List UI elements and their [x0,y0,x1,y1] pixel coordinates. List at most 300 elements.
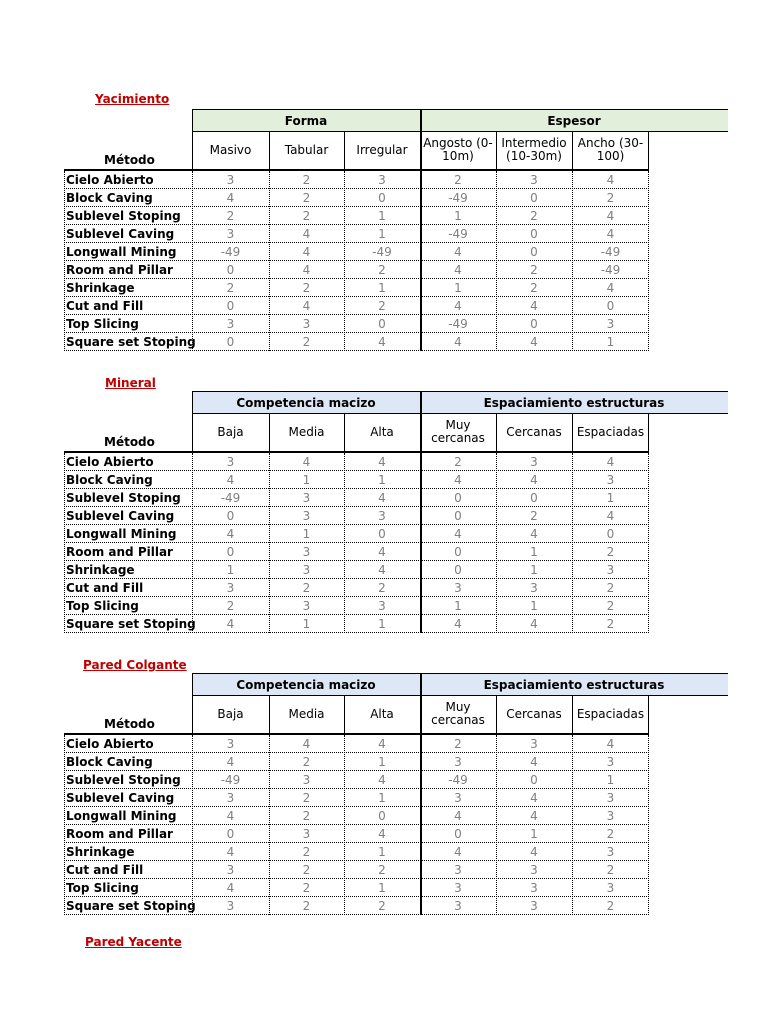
cell-value[interactable]: 2 [302,791,311,805]
cell-value[interactable]: 2 [454,737,462,751]
cell-value[interactable]: -49 [448,773,468,787]
cell-value[interactable]: 4 [530,791,538,805]
cell-value[interactable]: 0 [530,491,538,505]
column-divider [648,453,649,633]
cell-value[interactable]: 2 [302,335,311,349]
cell-value[interactable]: 4 [378,563,386,577]
cell-value[interactable]: 3 [226,455,235,469]
column-header: Espaciadas [576,706,645,721]
column-header: Baja [217,424,244,439]
cell-value[interactable]: 4 [378,773,386,787]
cell-value[interactable]: 0 [454,827,462,841]
cell-value[interactable]: 4 [530,299,538,313]
column-divider [269,453,270,633]
cell-value[interactable]: 3 [226,737,235,751]
cell-value[interactable]: 2 [378,263,386,277]
cell-value[interactable]: 3 [606,755,615,769]
table-row [64,525,649,543]
cell-value[interactable]: 4 [378,455,386,469]
cell-value[interactable]: 4 [530,527,538,541]
column-divider [192,673,193,733]
cell-value[interactable]: 1 [302,473,311,487]
cell-value[interactable]: 2 [302,281,311,295]
column-divider [192,171,193,351]
column-divider [192,109,193,169]
method-name: Sublevel Caving [66,791,175,805]
cell-value[interactable]: 2 [378,863,386,877]
cell-value[interactable]: 3 [302,317,311,331]
column-divider [572,453,573,633]
method-name: Room and Pillar [66,827,173,841]
column-divider [192,453,193,633]
cell-value[interactable]: 2 [606,581,615,595]
cell-value[interactable]: 2 [606,863,615,877]
group-header: Espaciamiento estructuras [420,391,728,413]
cell-value[interactable]: 1 [378,227,386,241]
cell-value[interactable]: 4 [378,491,386,505]
cell-value[interactable]: 4 [302,263,311,277]
cell-value[interactable]: 4 [302,245,311,259]
cell-value[interactable]: 4 [530,473,538,487]
column-divider [572,171,573,351]
cell-value[interactable]: 2 [302,581,311,595]
cell-value[interactable]: 4 [606,227,615,241]
cell-value[interactable]: 0 [226,335,235,349]
column-header: Muy cercanas [431,700,485,727]
cell-value[interactable]: 0 [378,809,386,823]
cell-value[interactable]: 3 [454,899,462,913]
cell-value[interactable]: 4 [606,173,615,187]
cell-value[interactable]: 1 [606,773,615,787]
methods-header: Método [104,153,155,167]
cell-value[interactable]: 3 [606,791,615,805]
cell-value[interactable]: 2 [530,509,538,523]
cell-value[interactable]: -49 [600,245,621,259]
cell-value[interactable]: 2 [302,899,311,913]
cell-value[interactable]: 3 [454,581,462,595]
cell-value[interactable]: 3 [226,581,235,595]
cell-value[interactable]: 1 [302,617,311,631]
column-divider [344,453,345,633]
method-name: Block Caving [66,473,153,487]
method-name: Room and Pillar [66,263,173,277]
cell-value[interactable]: 4 [454,527,462,541]
column-header: Tabular [284,142,329,157]
cell-value[interactable]: 4 [378,545,386,559]
cell-value[interactable]: 4 [302,227,311,241]
column-header: Muy cercanas [431,418,485,445]
group-header: Competencia macizo [192,391,420,413]
cell-value[interactable]: 2 [302,755,311,769]
group-header: Competencia macizo [192,673,420,695]
column-divider [269,695,270,733]
cell-value[interactable]: 3 [606,563,615,577]
cell-value[interactable]: 0 [606,299,615,313]
cell-value[interactable]: 2 [530,263,538,277]
method-name: Cut and Fill [66,581,144,595]
table-row [64,279,649,297]
column-divider [64,453,65,633]
table-row [64,297,649,315]
column-divider [496,735,497,915]
cell-value[interactable]: 1 [378,791,386,805]
column-header: Baja [217,706,244,721]
cell-value[interactable]: 3 [302,509,311,523]
cell-value[interactable]: 4 [302,299,311,313]
cell-value[interactable]: 3 [226,227,235,241]
column-header: Cercanas [506,706,562,721]
cell-value[interactable]: 3 [606,317,615,331]
cell-value[interactable]: 0 [454,563,462,577]
cell-value[interactable]: 0 [606,527,615,541]
cell-value[interactable]: 2 [302,863,311,877]
section-title[interactable]: Mineral [105,376,156,390]
table-row [64,579,649,597]
cell-value[interactable]: 3 [226,173,235,187]
column-divider [648,171,649,351]
method-name: Cut and Fill [66,299,144,313]
column-divider [420,453,422,633]
cell-value[interactable]: 4 [378,827,386,841]
data-table [64,391,728,633]
method-name: Sublevel Stoping [66,773,181,787]
table-row [64,789,649,807]
cell-value[interactable]: 4 [530,617,538,631]
table-row [64,807,649,825]
column-divider [496,453,497,633]
cell-value[interactable]: 0 [226,299,235,313]
cell-value[interactable]: 3 [302,599,311,613]
cell-value[interactable]: -49 [448,191,468,205]
cell-value[interactable]: 4 [302,737,311,751]
cell-value[interactable]: 0 [226,545,235,559]
cell-value[interactable]: 4 [530,809,538,823]
methods-header: Método [104,435,155,449]
cell-value[interactable]: 2 [226,209,235,223]
cell-value[interactable]: 4 [226,881,235,895]
cell-value[interactable]: 4 [606,281,615,295]
cell-value[interactable]: 4 [302,455,311,469]
column-divider [420,391,422,451]
cell-value[interactable]: 4 [454,245,462,259]
column-header: Irregular [356,142,408,157]
cell-value[interactable]: 3 [606,881,615,895]
table-row [64,489,649,507]
row-divider [64,914,649,915]
cell-value[interactable]: 2 [302,173,311,187]
cell-value[interactable]: 1 [378,881,386,895]
cell-value[interactable]: 2 [378,581,386,595]
column-divider [572,695,573,733]
cell-value[interactable]: 2 [302,809,311,823]
cell-value[interactable]: 4 [454,845,462,859]
cell-value[interactable]: 1 [378,209,386,223]
table-row [64,315,649,333]
table-row [64,261,649,279]
method-name: Longwall Mining [66,245,177,259]
cell-value[interactable]: 4 [226,617,235,631]
column-divider [269,131,270,169]
cell-value[interactable]: 4 [226,473,235,487]
cell-value[interactable]: 2 [606,827,615,841]
cell-value[interactable]: 1 [454,599,462,613]
column-divider [192,391,193,451]
cell-value[interactable]: 4 [454,263,462,277]
group-header: Espaciamiento estructuras [420,673,728,695]
cell-value[interactable]: 3 [454,881,462,895]
cell-value[interactable]: 4 [378,737,386,751]
method-name: Longwall Mining [66,809,177,823]
table-row [64,561,649,579]
cell-value[interactable]: 1 [454,209,462,223]
cell-value[interactable]: -49 [448,227,468,241]
cell-value[interactable]: 3 [378,173,386,187]
cell-value[interactable]: 4 [226,809,235,823]
column-header: Angosto (0-10m) [423,136,493,163]
cell-value[interactable]: 4 [454,809,462,823]
section-title[interactable]: Pared Yacente [85,935,182,949]
cell-value[interactable]: 1 [454,281,462,295]
cell-value[interactable]: 2 [530,281,538,295]
group-header: Espesor [420,109,728,131]
cell-value[interactable]: 3 [530,737,538,751]
cell-value[interactable]: 1 [226,563,235,577]
table-row [64,225,649,243]
cell-value[interactable]: 3 [302,827,311,841]
cell-value[interactable]: 0 [378,527,386,541]
cell-value[interactable]: 2 [606,899,615,913]
cell-value[interactable]: 3 [530,899,538,913]
cell-value[interactable]: 0 [226,827,235,841]
table-row [64,243,649,261]
cell-value[interactable]: 4 [454,617,462,631]
data-table [64,673,728,915]
table-row [64,207,649,225]
column-divider [648,695,649,733]
cell-value[interactable]: 2 [226,599,235,613]
cell-value[interactable]: 4 [378,335,386,349]
cell-value[interactable]: 1 [378,845,386,859]
cell-value[interactable]: 2 [302,209,311,223]
column-divider [64,171,65,351]
column-divider [344,695,345,733]
column-header: Intermedio (10-30m) [501,136,567,163]
cell-value[interactable]: 2 [454,455,462,469]
cell-value[interactable]: 4 [530,755,538,769]
cell-value[interactable]: 3 [454,755,462,769]
column-divider [420,109,422,169]
cell-value[interactable]: 1 [606,335,615,349]
section-title[interactable]: Yacimiento [95,92,170,106]
cell-value[interactable]: 0 [530,773,538,787]
data-table [64,109,728,351]
method-name: Sublevel Caving [66,227,175,241]
cell-value[interactable]: 3 [530,173,538,187]
column-divider [496,131,497,169]
method-name: Top Slicing [66,881,139,895]
cell-value[interactable]: 4 [530,335,538,349]
column-divider [344,131,345,169]
column-divider [496,413,497,451]
column-divider [64,735,65,915]
cell-value[interactable]: 3 [530,881,538,895]
cell-value[interactable]: 3 [378,509,386,523]
cell-value[interactable]: 2 [302,845,311,859]
methods-header: Método [104,717,155,731]
cell-value[interactable]: 3 [530,863,538,877]
column-header: Media [288,706,325,721]
cell-value[interactable]: 3 [454,791,462,805]
table-row [64,507,649,525]
cell-value[interactable]: 3 [226,899,235,913]
cell-value[interactable]: 4 [454,473,462,487]
cell-value[interactable]: 2 [606,191,615,205]
cell-value[interactable]: 3 [378,599,386,613]
cell-value[interactable]: 4 [226,527,235,541]
cell-value[interactable]: 3 [226,863,235,877]
cell-value[interactable]: -49 [372,245,392,259]
cell-value[interactable]: 2 [302,191,311,205]
cell-value[interactable]: 1 [530,545,538,559]
cell-value[interactable]: 0 [454,491,462,505]
cell-value[interactable]: 2 [606,545,615,559]
cell-value[interactable]: 3 [302,773,311,787]
table-row [64,453,649,471]
column-divider [420,735,422,915]
cell-value[interactable]: 4 [606,737,615,751]
cell-value[interactable]: 1 [378,617,386,631]
cell-value[interactable]: 4 [454,335,462,349]
cell-value[interactable]: 3 [530,581,538,595]
cell-value[interactable]: 0 [378,317,386,331]
section-title[interactable]: Pared Colgante [83,658,187,672]
cell-value[interactable]: 4 [606,455,615,469]
cell-value[interactable]: 4 [606,509,615,523]
cell-value[interactable]: 3 [302,545,311,559]
cell-value[interactable]: 1 [378,281,386,295]
cell-value[interactable]: 4 [226,845,235,859]
column-divider [496,695,497,733]
column-header: Cercanas [506,424,562,439]
cell-value[interactable]: 1 [530,563,538,577]
cell-value[interactable]: 0 [226,263,235,277]
method-name: Sublevel Stoping [66,491,181,505]
cell-value[interactable]: 0 [530,245,538,259]
row-divider [64,632,649,633]
cell-value[interactable]: 2 [226,281,235,295]
cell-value[interactable]: 2 [302,881,311,895]
table-row [64,825,649,843]
method-name: Longwall Mining [66,527,177,541]
method-name: Cielo Abierto [66,737,154,751]
cell-value[interactable]: 0 [454,509,462,523]
cell-value[interactable]: -49 [220,491,241,505]
cell-value[interactable]: 0 [530,227,538,241]
column-divider [420,171,422,351]
method-name: Shrinkage [66,281,135,295]
column-divider [269,735,270,915]
column-header: Alta [370,424,394,439]
cell-value[interactable]: 0 [530,191,538,205]
cell-value[interactable]: 1 [378,755,386,769]
cell-value[interactable]: 3 [530,455,538,469]
cell-value[interactable]: 0 [378,191,386,205]
column-divider [269,413,270,451]
cell-value[interactable]: 3 [226,791,235,805]
table-row [64,897,649,915]
column-divider [269,171,270,351]
column-divider [648,735,649,915]
table-row [64,471,649,489]
cell-value[interactable]: 3 [454,863,462,877]
cell-value[interactable]: 0 [226,509,235,523]
table-row [64,735,649,753]
cell-value[interactable]: 4 [530,845,538,859]
cell-value[interactable]: 1 [302,527,311,541]
cell-value[interactable]: 0 [454,545,462,559]
column-header: Ancho (30-100) [577,136,644,163]
cell-value[interactable]: 1 [530,827,538,841]
method-name: Cut and Fill [66,863,144,877]
table-row [64,861,649,879]
method-name: Square set Stoping [66,899,196,913]
method-name: Sublevel Stoping [66,209,181,223]
method-name: Sublevel Caving [66,509,175,523]
cell-value[interactable]: -49 [220,245,241,259]
column-divider [192,735,193,915]
cell-value[interactable]: 3 [302,491,311,505]
cell-value[interactable]: 1 [530,599,538,613]
table-row [64,843,649,861]
column-divider [572,413,573,451]
cell-value[interactable]: 1 [378,473,386,487]
cell-value[interactable]: 2 [606,599,615,613]
cell-value[interactable]: 4 [226,755,235,769]
method-name: Shrinkage [66,563,135,577]
cell-value[interactable]: 3 [606,473,615,487]
method-name: Top Slicing [66,317,139,331]
cell-value[interactable]: 4 [606,209,615,223]
cell-value[interactable]: 3 [302,563,311,577]
cell-value[interactable]: -49 [600,263,621,277]
method-name: Room and Pillar [66,545,173,559]
cell-value[interactable]: 2 [530,209,538,223]
cell-value[interactable]: 3 [606,809,615,823]
table-row [64,333,649,351]
column-divider [420,673,422,733]
cell-value[interactable]: 4 [454,299,462,313]
cell-value[interactable]: 2 [378,899,386,913]
cell-value[interactable]: 3 [226,317,235,331]
column-divider [648,131,649,169]
column-header: Alta [370,706,394,721]
cell-value[interactable]: -49 [448,317,468,331]
cell-value[interactable]: 2 [454,173,462,187]
column-divider [344,413,345,451]
cell-value[interactable]: 2 [606,617,615,631]
cell-value[interactable]: 4 [226,191,235,205]
cell-value[interactable]: 3 [606,845,615,859]
method-name: Shrinkage [66,845,135,859]
cell-value[interactable]: -49 [220,773,241,787]
cell-value[interactable]: 2 [378,299,386,313]
method-name: Block Caving [66,755,153,769]
table-row [64,543,649,561]
method-name: Cielo Abierto [66,455,154,469]
table-row [64,771,649,789]
cell-value[interactable]: 1 [606,491,615,505]
cell-value[interactable]: 0 [530,317,538,331]
